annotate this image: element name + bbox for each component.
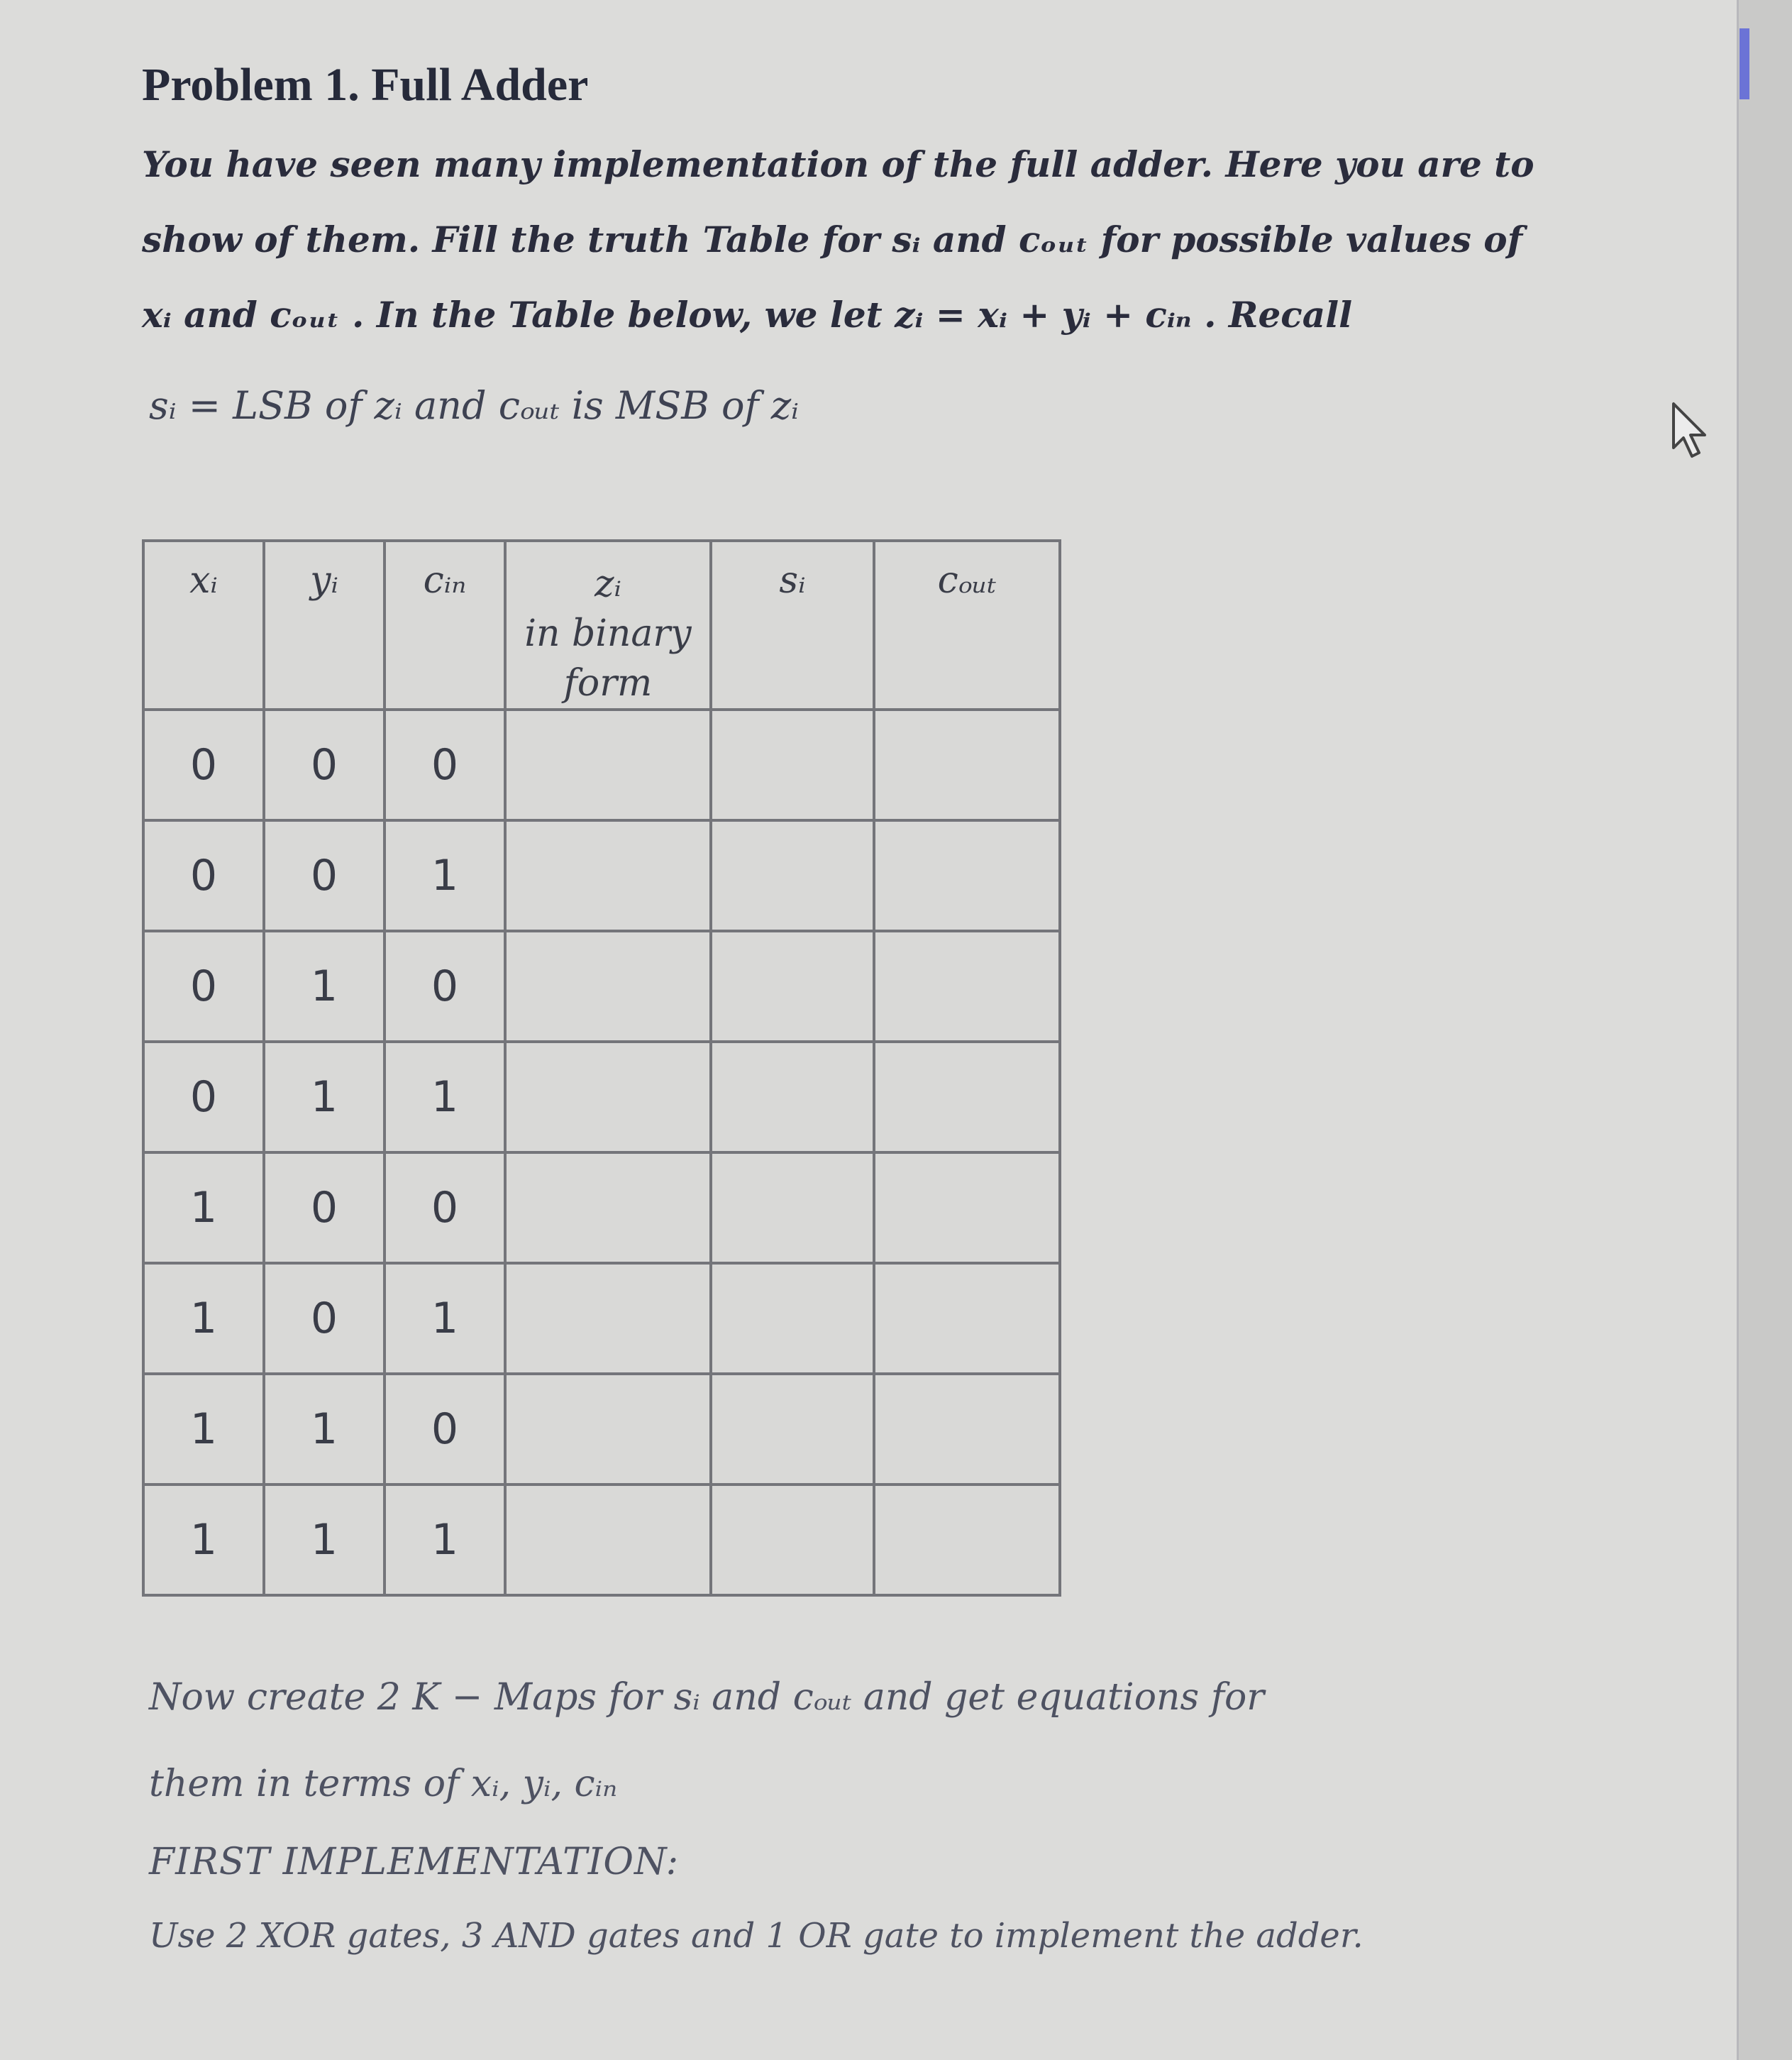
- header-si: sᵢ: [711, 541, 874, 710]
- cell-cout[interactable]: [874, 1152, 1060, 1263]
- cell-yi: 0: [264, 1152, 385, 1263]
- mouse-pointer-icon: [1671, 401, 1712, 461]
- cell-zi[interactable]: [505, 1042, 711, 1152]
- cell-xi: 0: [143, 1042, 264, 1152]
- cell-si[interactable]: [711, 1263, 874, 1374]
- cell-si[interactable]: [711, 710, 874, 820]
- table-row: [143, 1374, 1060, 1485]
- table-row: [143, 1152, 1060, 1263]
- cell-yi: 1: [264, 1374, 385, 1485]
- cell-zi[interactable]: [505, 710, 711, 820]
- cell-si[interactable]: [711, 931, 874, 1042]
- page-right-edge: [1737, 0, 1792, 2060]
- cell-xi: 0: [143, 710, 264, 820]
- cell-cout[interactable]: [874, 1263, 1060, 1374]
- cell-xi: 1: [143, 1263, 264, 1374]
- cell-zi[interactable]: [505, 820, 711, 931]
- cell-xi: 1: [143, 1485, 264, 1595]
- table-row: [143, 820, 1060, 931]
- edge-color-mark: [1740, 28, 1749, 99]
- cell-yi: 1: [264, 1485, 385, 1595]
- cell-si[interactable]: [711, 1374, 874, 1485]
- header-cout: cₒᵤₜ: [874, 541, 1060, 710]
- table-row: [143, 931, 1060, 1042]
- problem-title: Problem 1. Full Adder: [142, 59, 589, 111]
- cell-si[interactable]: [711, 1152, 874, 1263]
- cell-xi: 1: [143, 1374, 264, 1485]
- header-zi-sub1: in binary: [524, 612, 692, 655]
- intro-line-3: xᵢ and cₒᵤₜ . In the Table below, we let zᵢ = xᵢ + yᵢ + cᵢₙ . Recall: [142, 294, 1353, 336]
- table-row: [143, 1485, 1060, 1595]
- cell-yi: 1: [264, 1042, 385, 1152]
- cell-si[interactable]: [711, 820, 874, 931]
- cell-yi: 1: [264, 931, 385, 1042]
- cell-cin: 0: [385, 931, 505, 1042]
- cell-xi: 0: [143, 931, 264, 1042]
- truth-table-header-row: [143, 541, 1060, 710]
- cell-zi[interactable]: [505, 1263, 711, 1374]
- cell-zi[interactable]: [505, 1152, 711, 1263]
- cell-yi: 0: [264, 1263, 385, 1374]
- header-yi: yᵢ: [264, 541, 385, 710]
- kmap-instruction-line-2: them in terms of xᵢ, yᵢ, cᵢₙ: [149, 1763, 618, 1805]
- cell-cin: 1: [385, 1042, 505, 1152]
- cell-yi: 0: [264, 820, 385, 931]
- first-implementation-heading: FIRST IMPLEMENTATION:: [149, 1841, 680, 1883]
- cell-si[interactable]: [711, 1042, 874, 1152]
- cell-xi: 0: [143, 820, 264, 931]
- cell-cout[interactable]: [874, 1485, 1060, 1595]
- cell-xi: 1: [143, 1152, 264, 1263]
- cell-cin: 0: [385, 710, 505, 820]
- header-xi: xᵢ: [143, 541, 264, 710]
- cell-zi[interactable]: [505, 931, 711, 1042]
- intro-line-4: sᵢ = LSB of zᵢ and cₒᵤₜ is MSB of zᵢ: [149, 383, 800, 428]
- cell-cout[interactable]: [874, 1042, 1060, 1152]
- cell-zi[interactable]: [505, 1374, 711, 1485]
- cell-cout[interactable]: [874, 710, 1060, 820]
- table-row: [143, 1263, 1060, 1374]
- cell-cout[interactable]: [874, 1374, 1060, 1485]
- implementation-description: Use 2 XOR gates, 3 AND gates and 1 OR gate to implement the adder.: [149, 1916, 1364, 1956]
- table-row: [143, 1042, 1060, 1152]
- cell-cin: 0: [385, 1374, 505, 1485]
- kmap-instruction-line-1: Now create 2 K − Maps for sᵢ and cₒᵤₜ and get equations for: [149, 1676, 1265, 1719]
- cell-cin: 1: [385, 1263, 505, 1374]
- cell-cout[interactable]: [874, 820, 1060, 931]
- cell-si[interactable]: [711, 1485, 874, 1595]
- header-zi-sub2: form: [563, 662, 653, 705]
- header-cin: cᵢₙ: [385, 541, 505, 710]
- cell-zi[interactable]: [505, 1485, 711, 1595]
- header-zi-label: zᵢ: [594, 563, 621, 605]
- cell-cin: 1: [385, 820, 505, 931]
- truth-table: [142, 539, 1061, 1597]
- table-row: [143, 710, 1060, 820]
- cell-yi: 0: [264, 710, 385, 820]
- cell-cin: 0: [385, 1152, 505, 1263]
- cell-cin: 1: [385, 1485, 505, 1595]
- header-zi: [505, 541, 711, 710]
- intro-line-2: show of them. Fill the truth Table for sᵢ and cₒᵤₜ for possible values of: [142, 219, 1523, 260]
- cell-cout[interactable]: [874, 931, 1060, 1042]
- intro-line-1: You have seen many implementation of the full adder. Here you are to: [142, 143, 1534, 185]
